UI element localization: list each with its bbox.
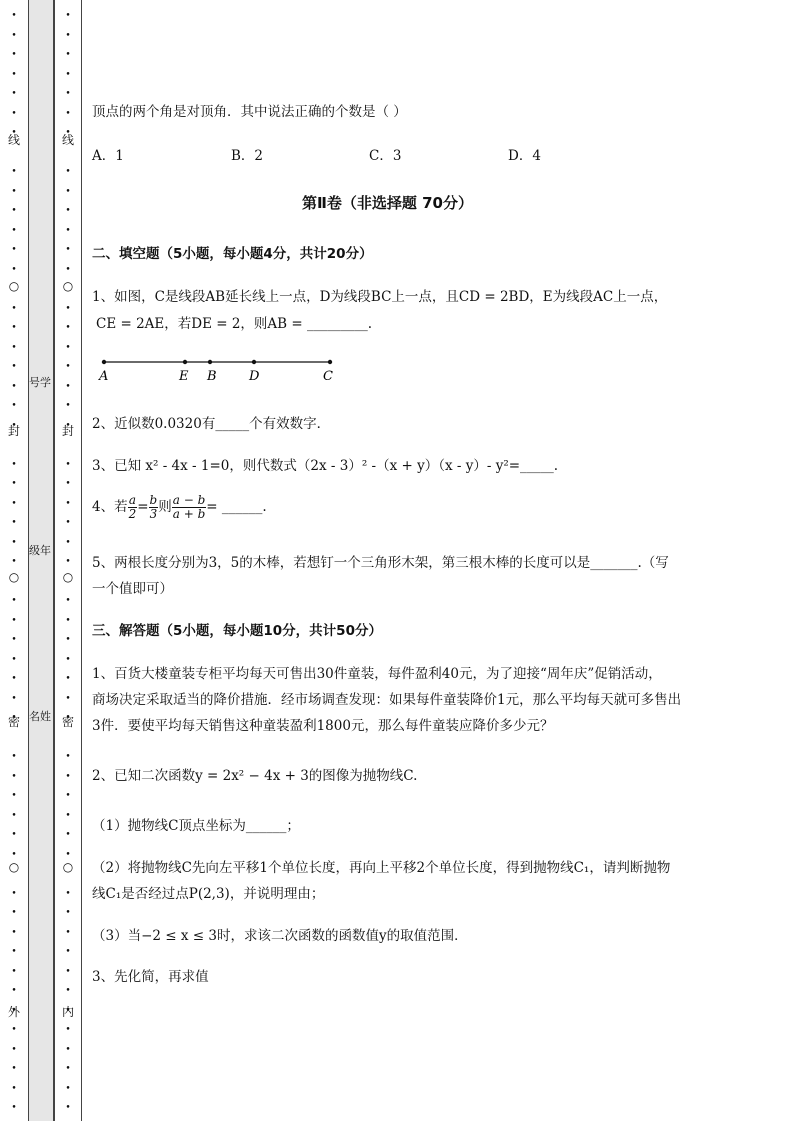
- binding-mark: 线: [7, 133, 20, 147]
- binding-dot: [0, 1042, 28, 1056]
- binding-dot: [0, 827, 28, 841]
- segment-figure: [92, 350, 352, 386]
- binding-dot: [0, 1022, 28, 1036]
- binding-dot: [54, 320, 82, 334]
- binding-dot: [54, 847, 82, 861]
- point-c-dot: [328, 360, 332, 364]
- binding-dot: [54, 184, 82, 198]
- binding-dot: [0, 983, 28, 997]
- binding-dot: [54, 925, 82, 939]
- binding-dot: [0, 496, 28, 510]
- binding-mark: ○: [8, 860, 20, 874]
- fill-q4-fraction-c: $\frac{a - b}{a + b}$: [172, 493, 206, 521]
- binding-dot: [0, 905, 28, 919]
- binding-dot: [0, 67, 28, 81]
- binding-mark: 线: [61, 133, 74, 147]
- fill-q5-line1: 5、两根长度分别为3，5的木棒，若想钉一个三角形木架，第三根木棒的长度可以是_______.（写: [92, 555, 669, 571]
- binding-dot: [54, 1100, 82, 1114]
- binding-dot: [0, 964, 28, 978]
- binding-dot: [54, 203, 82, 217]
- binding-dot: [0, 847, 28, 861]
- binding-dot: [54, 476, 82, 490]
- binding-mark: ○: [62, 860, 74, 874]
- answer-q1-line2: 商场决定采取适当的降价措施．经市场调查发现：如果每件童装降价1元，那么平均每天就可多售出: [92, 692, 682, 708]
- binding-dot: [54, 67, 82, 81]
- fill-q1-line1: 1、如图，C是线段AB延长线上一点，D为线段BC上一点，且CD = 2BD，E为线段AC上一点，: [92, 289, 668, 305]
- binding-dot: [0, 301, 28, 315]
- binding-dot: [54, 496, 82, 510]
- binding-mark: 封: [61, 424, 74, 438]
- binding-dot: [54, 359, 82, 373]
- point-c-label: C: [323, 369, 333, 384]
- binding-mark: 密: [61, 715, 74, 729]
- binding-dot: [54, 457, 82, 471]
- binding-dot: [0, 340, 28, 354]
- binding-dot: [54, 28, 82, 42]
- binding-dot: [54, 8, 82, 22]
- fill-q5-line2: 一个值即可）: [92, 581, 173, 597]
- binding-dot: [54, 632, 82, 646]
- point-e-dot: [183, 360, 187, 364]
- binding-dot: [0, 1081, 28, 1095]
- field-label-number: 号学: [29, 376, 51, 389]
- answer-q2-part3: （3）当−2 ≤ x ≤ 3时，求该二次函数的函数值y的取值范围．: [92, 928, 468, 944]
- binding-dot: [54, 515, 82, 529]
- binding-dot: [54, 554, 82, 568]
- binding-margin-info-strip: [28, 0, 54, 1121]
- binding-dot: [54, 593, 82, 607]
- answer-q2-part1: （1）抛物线C顶点坐标为______；: [92, 818, 300, 834]
- binding-dot: [0, 652, 28, 666]
- binding-dot: [54, 671, 82, 685]
- binding-margin-outer: [0, 0, 28, 1123]
- binding-dot: [54, 262, 82, 276]
- outer-dot-column: [0, 0, 28, 1123]
- field-label-name: 名姓: [29, 710, 51, 723]
- answer-section-heading: 三、解答题（5小题，每小题10分，共计50分）: [92, 623, 382, 639]
- binding-dot: [54, 808, 82, 822]
- binding-dot: [0, 8, 28, 22]
- fill-section-heading: 二、填空题（5小题，每小题4分，共计20分）: [92, 246, 373, 262]
- part2-title: 第Ⅱ卷（非选择题 70分）: [302, 194, 473, 212]
- fill-q4: [92, 494, 267, 521]
- binding-dot: [0, 106, 28, 120]
- binding-dot: [54, 1061, 82, 1075]
- binding-dot: [0, 593, 28, 607]
- answer-q1-line1: 1、百货大楼童装专柜平均每天可售出30件童装，每件盈利40元，为了迎接“周年庆”促销活动，: [92, 666, 662, 682]
- binding-dot: [0, 691, 28, 705]
- point-b-label: B: [207, 369, 217, 384]
- answer-q2-part2-line1: （2）将抛物线C先向左平移1个单位长度，再向上平移2个单位长度，得到抛物线C₁，请判断抛物: [92, 860, 671, 876]
- binding-dot: [0, 886, 28, 900]
- field-label-grade: 级年: [29, 544, 51, 557]
- binding-dot: [0, 184, 28, 198]
- binding-dot: [0, 223, 28, 237]
- binding-dot: [0, 944, 28, 958]
- binding-dot: [0, 749, 28, 763]
- answer-q2-part2-line2: 线C₁是否经过点P(2,3)，并说明理由；: [92, 886, 325, 902]
- binding-dot: [0, 613, 28, 627]
- binding-dot: [54, 1022, 82, 1036]
- binding-dot: [54, 749, 82, 763]
- binding-dot: [54, 223, 82, 237]
- binding-dot: [54, 47, 82, 61]
- binding-dot: [0, 632, 28, 646]
- answer-q1-line3: 3件．要使平均每天销售这种童装盈利1800元，那么每件童装应降价多少元？: [92, 718, 554, 734]
- binding-dot: [54, 1081, 82, 1095]
- binding-dot: [54, 827, 82, 841]
- binding-dot: [54, 983, 82, 997]
- fill-q3: 3、已知 x² - 4x - 1=0，则代数式（2x - 3）² -（x + y）（x - y）- y²=_____.: [92, 458, 559, 474]
- binding-dot: [54, 164, 82, 178]
- option-c: C．3: [369, 148, 402, 164]
- fill-q4-fraction-a: $\frac{a}{2}$: [128, 493, 137, 521]
- binding-dot: [0, 671, 28, 685]
- binding-dot: [54, 964, 82, 978]
- binding-mark: ○: [8, 570, 20, 584]
- binding-dot: [0, 788, 28, 802]
- binding-dot: [0, 398, 28, 412]
- binding-margin-inner: [54, 0, 82, 1121]
- binding-mark: 外: [7, 1005, 20, 1019]
- binding-dot: [54, 1042, 82, 1056]
- fill-q4-fraction-b: $\frac{b}{3}$: [149, 493, 158, 521]
- fill-q4-prefix: 4、若: [92, 499, 128, 515]
- point-e-label: E: [179, 369, 189, 384]
- binding-dot: [54, 340, 82, 354]
- binding-dot: [0, 554, 28, 568]
- binding-dot: [54, 652, 82, 666]
- binding-mark: ○: [8, 279, 20, 293]
- binding-dot: [54, 106, 82, 120]
- binding-mark: 封: [7, 424, 20, 438]
- binding-mark: 内: [61, 1005, 74, 1019]
- binding-dot: [0, 379, 28, 393]
- binding-dot: [54, 535, 82, 549]
- binding-dot: [0, 164, 28, 178]
- binding-dot: [54, 769, 82, 783]
- binding-dot: [0, 242, 28, 256]
- binding-dot: [0, 769, 28, 783]
- point-a-label: A: [99, 369, 109, 384]
- binding-dot: [54, 691, 82, 705]
- binding-mark: 密: [7, 715, 20, 729]
- point-d-label: D: [249, 369, 260, 384]
- binding-dot: [0, 320, 28, 334]
- fill-q4-then: 则: [158, 499, 172, 515]
- binding-dot: [54, 398, 82, 412]
- question-tail-text: 顶点的两个角是对顶角．其中说法正确的个数是（ ）: [92, 104, 407, 120]
- binding-dot: [0, 86, 28, 100]
- binding-dot: [0, 28, 28, 42]
- binding-dot: [54, 301, 82, 315]
- binding-dot: [0, 535, 28, 549]
- binding-dot: [0, 925, 28, 939]
- binding-dot: [0, 1061, 28, 1075]
- binding-dot: [0, 262, 28, 276]
- fill-q2: 2、近似数0.0320有_____个有效数字．: [92, 416, 331, 432]
- binding-mark: ○: [62, 279, 74, 293]
- answer-q2: 2、已知二次函数y = 2x² − 4x + 3的图像为抛物线C.: [92, 768, 418, 784]
- option-b: B．2: [231, 148, 264, 164]
- binding-dot: [54, 905, 82, 919]
- binding-dot: [54, 886, 82, 900]
- binding-dot: [0, 476, 28, 490]
- binding-dot: [0, 203, 28, 217]
- fill-q1-line2: CE = 2AE，若DE = 2，则AB = _________.: [96, 316, 373, 332]
- binding-dot: [0, 1100, 28, 1114]
- binding-dot: [54, 379, 82, 393]
- fill-q4-suffix: = ______.: [206, 499, 267, 515]
- binding-dot: [0, 457, 28, 471]
- binding-dot: [54, 242, 82, 256]
- binding-mark: ○: [62, 570, 74, 584]
- binding-dot: [0, 47, 28, 61]
- binding-dot: [0, 359, 28, 373]
- fill-q4-equals: =: [137, 499, 149, 515]
- inner-dot-column: [54, 0, 82, 1123]
- binding-dot: [0, 808, 28, 822]
- binding-dot: [54, 86, 82, 100]
- binding-dot: [0, 515, 28, 529]
- binding-dot: [54, 788, 82, 802]
- option-d: D．4: [508, 148, 541, 164]
- option-a: A．1: [92, 148, 124, 164]
- point-d-dot: [252, 360, 256, 364]
- answer-q3: 3、先化简，再求值: [92, 969, 209, 985]
- point-b-dot: [208, 360, 212, 364]
- point-a-dot: [102, 360, 106, 364]
- binding-dot: [54, 944, 82, 958]
- binding-dot: [54, 613, 82, 627]
